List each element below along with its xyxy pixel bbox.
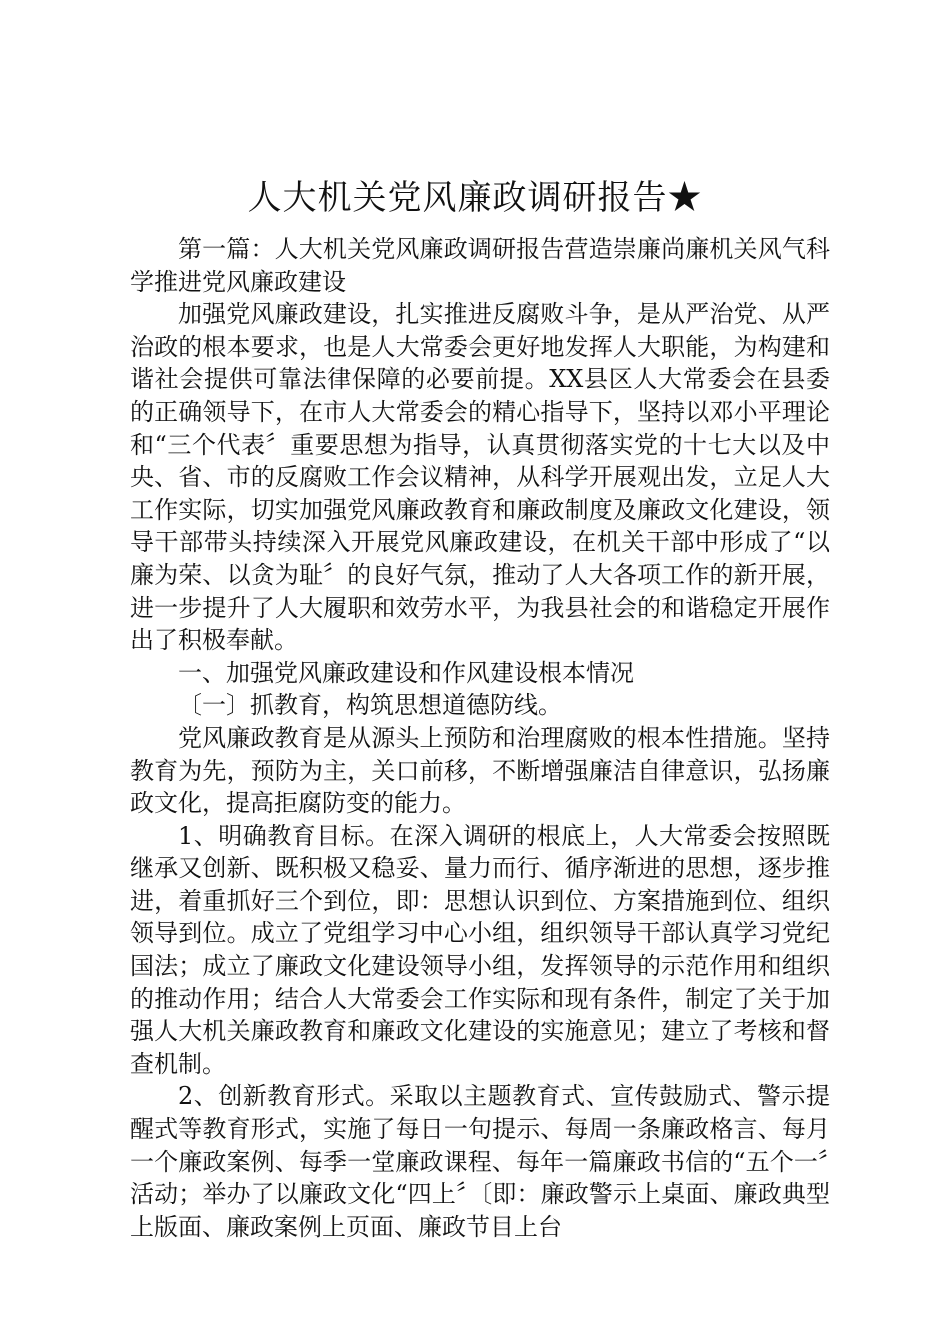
document-title: 人大机关党风廉政调研报告★ bbox=[247, 178, 703, 218]
paragraph: 加强党风廉政建设，扎实推进反腐败斗争，是从严治党、从严治政的根本要求，也是人大常委会更好地发挥人大职能，为构建和谐社会提供可靠法律保障的必要前提。XX县区人大常委会在县委的正确领导下，在市人大常委会的精心指导下，坚持以邓小平理论和“三个代表〞重要思想为指导，认真贯彻落实党的十七大以及中央、省、市的反腐败工作会议精神，从科学开展观出发，立足人大工作实际，切实加强党风廉政教育和廉政制度及廉政文化建设，领导干部带头持续深入开展党风廉政建设，在机关干部中形成了“以廉为荣、以贪为耻〞的良好气氛，推动了人大各项工作的新开展，进一步提升了人大履职和效劳水平，为我县社会的和谐稳定开展作出了积极奉献。 bbox=[130, 300, 830, 655]
section-heading: 一、加强党风廉政建设和作风建设根本情况 bbox=[178, 658, 634, 687]
paragraph-heading: 第一篇：人大机关党风廉政调研报告营造崇廉尚廉机关风气科学推进党风廉政建设 bbox=[130, 235, 830, 296]
document-body bbox=[130, 233, 830, 1243]
paragraph: 党风廉政教育是从源头上预防和治理腐败的根本性措施。坚持教育为先，预防为主，关口前移，不断增强廉洁自律意识，弘扬廉政文化，提高拒腐防变的能力。 bbox=[130, 723, 830, 818]
subsection-heading: 〔一〕抓教育，构筑思想道德防线。 bbox=[178, 691, 562, 720]
paragraph: 2、创新教育形式。采取以主题教育式、宣传鼓励式、警示提醒式等教育形式，实施了每日一句提示、每周一条廉政格言、每月一个廉政案例、每季一堂廉政课程、每年一篇廉政书信的“五个一〞活动；举办了以廉政文化“四上〞〔即：廉政警示上桌面、廉政典型上版面、廉政案例上页面、廉政节目上台 bbox=[130, 1082, 830, 1241]
paragraph: 1、明确教育目标。在深入调研的根底上，人大常委会按照既继承又创新、既积极又稳妥、量力而行、循序渐进的思想，逐步推进，着重抓好三个到位，即：思想认识到位、方案措施到位、组织领导到位。成立了党组学习中心小组，组织领导干部认真学习党纪国法；成立了廉政文化建设领导小组，发挥领导的示范作用和组织的推动作用；结合人大常委会工作实际和现有条件，制定了关于加强人大机关廉政教育和廉政文化建设的实施意见；建立了考核和督查机制。 bbox=[130, 821, 830, 1078]
